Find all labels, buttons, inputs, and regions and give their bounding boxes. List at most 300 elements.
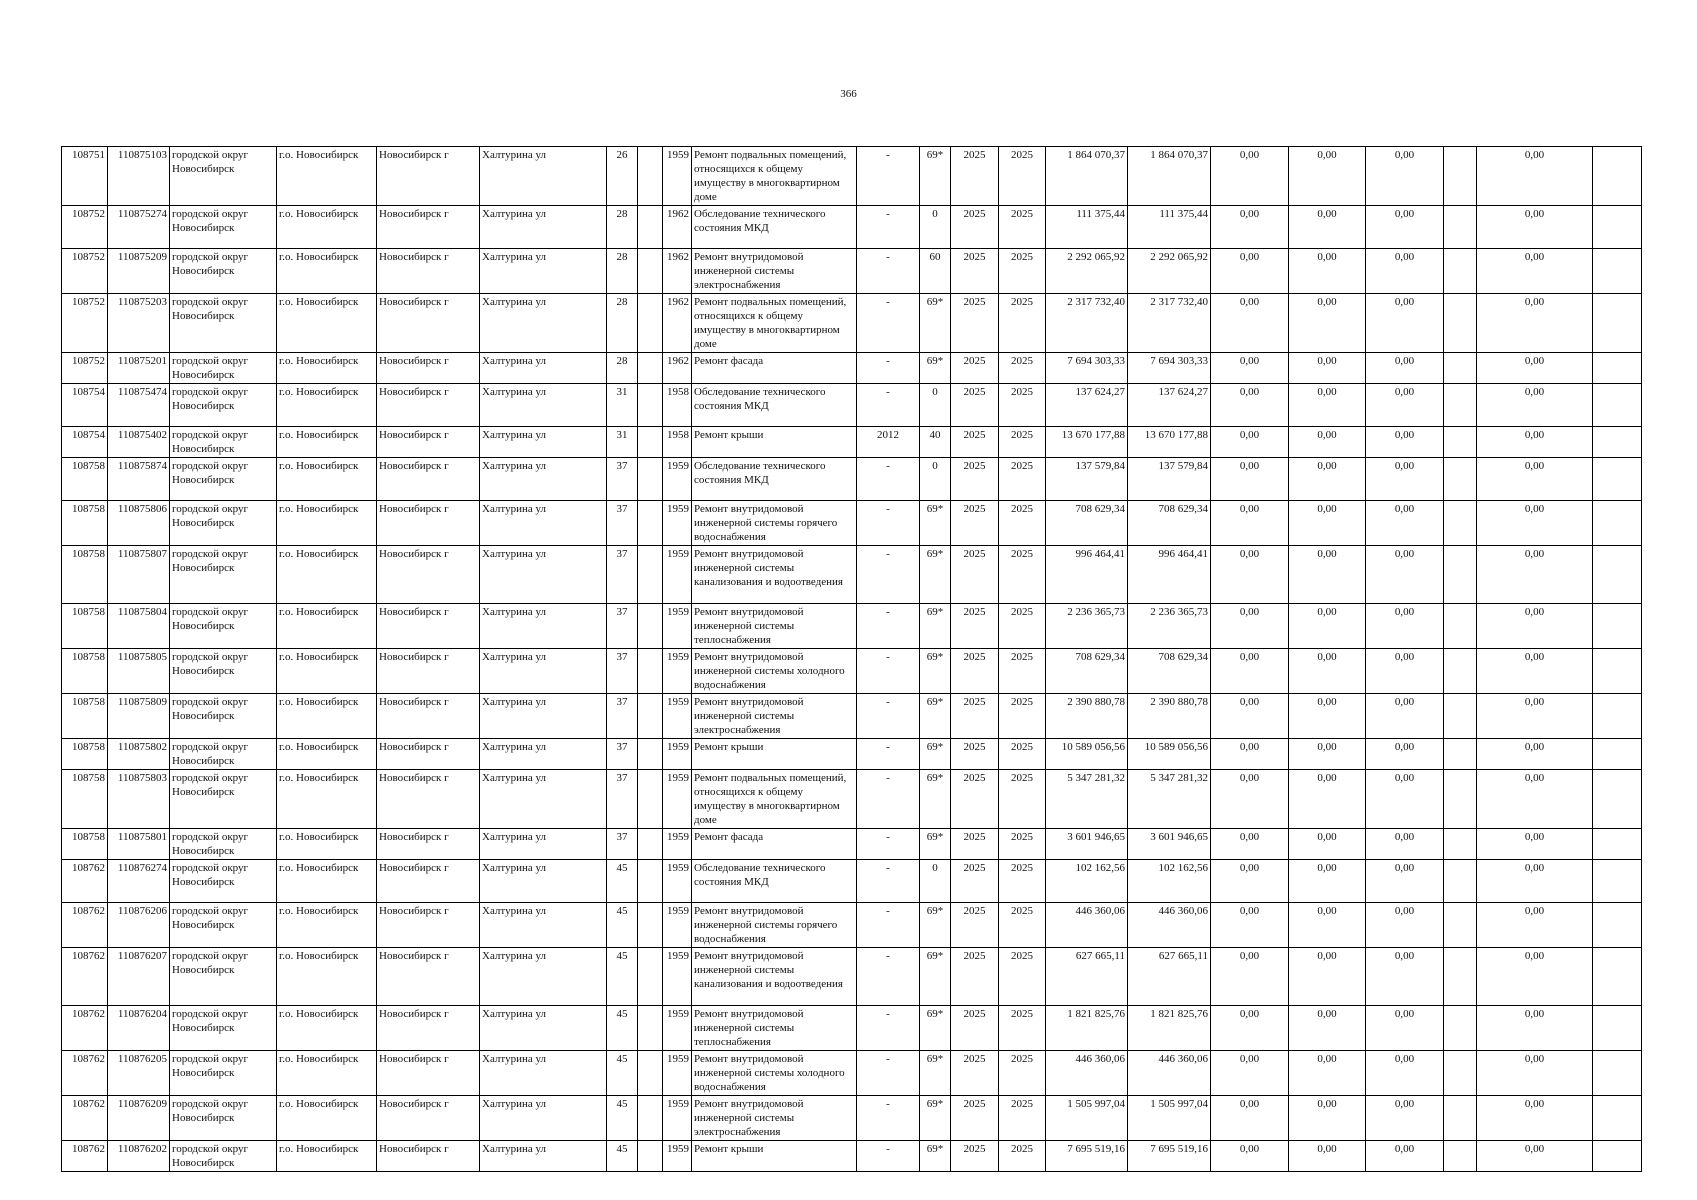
cell-build-year: 1959 (663, 458, 692, 501)
cell-regional-fund: 2 292 065,92 (1128, 249, 1211, 294)
cell-work-type: Обследование технического состояния МКД (692, 458, 857, 501)
cell-work-id: 110876206 (108, 903, 170, 948)
cell-total-cost: 627 665,11 (1046, 948, 1128, 1006)
cell-municipal-district: г.о. Новосибирск (277, 860, 377, 903)
cell-municipality: городской округ Новосибирск (170, 1096, 277, 1141)
cell-building (638, 1006, 663, 1051)
cell-municipality: городской округ Новосибирск (170, 829, 277, 860)
cell-blank-col-2 (1593, 1096, 1642, 1141)
cell-regional-budget: 0,00 (1289, 206, 1366, 249)
cell-municipality: городской округ Новосибирск (170, 294, 277, 353)
cell-street: Халтурина ул (480, 546, 607, 604)
table-row (62, 860, 1642, 903)
cell-row-number: 108762 (62, 1096, 108, 1141)
table-row (62, 294, 1642, 353)
cell-plan-start: 2025 (951, 294, 999, 353)
cell-row-number: 108762 (62, 948, 108, 1006)
cell-blank-col (1444, 649, 1477, 694)
cell-prev-repair-year: - (857, 739, 920, 770)
cell-locality: Новосибирск г (377, 1096, 480, 1141)
cell-house-number: 45 (607, 1141, 638, 1172)
cell-house-number: 28 (607, 206, 638, 249)
cell-house-number: 28 (607, 294, 638, 353)
cell-plan-start: 2025 (951, 501, 999, 546)
cell-prev-repair-year: - (857, 1096, 920, 1141)
cell-locality: Новосибирск г (377, 1141, 480, 1172)
cell-regional-budget: 0,00 (1289, 458, 1366, 501)
cell-plan-end: 2025 (999, 294, 1046, 353)
cell-owners-funds: 0,00 (1477, 1096, 1593, 1141)
cell-plan-start: 2025 (951, 649, 999, 694)
cell-street: Халтурина ул (480, 860, 607, 903)
cell-prev-repair-year: - (857, 249, 920, 294)
cell-house-number: 37 (607, 649, 638, 694)
cell-federal-funds: 0,00 (1211, 294, 1289, 353)
cell-locality: Новосибирск г (377, 829, 480, 860)
cell-blank-col-2 (1593, 739, 1642, 770)
cell-regional-budget: 0,00 (1289, 294, 1366, 353)
cell-blank-col (1444, 294, 1477, 353)
cell-blank-col-2 (1593, 1006, 1642, 1051)
cell-work-id: 110876274 (108, 860, 170, 903)
cell-row-number: 108752 (62, 353, 108, 384)
cell-wear-percent: 60 (920, 249, 951, 294)
cell-street: Халтурина ул (480, 501, 607, 546)
cell-street: Халтурина ул (480, 694, 607, 739)
cell-municipality: городской округ Новосибирск (170, 739, 277, 770)
cell-street: Халтурина ул (480, 384, 607, 427)
cell-owners-funds: 0,00 (1477, 948, 1593, 1006)
cell-wear-percent: 69* (920, 770, 951, 829)
cell-work-type: Ремонт подвальных помещений, относящихся к общему имуществу в многоквартирном доме (692, 294, 857, 353)
cell-regional-fund: 1 505 997,04 (1128, 1096, 1211, 1141)
cell-street: Халтурина ул (480, 353, 607, 384)
cell-municipal-district: г.о. Новосибирск (277, 147, 377, 206)
cell-total-cost: 446 360,06 (1046, 1051, 1128, 1096)
cell-total-cost: 708 629,34 (1046, 649, 1128, 694)
cell-house-number: 45 (607, 1096, 638, 1141)
cell-total-cost: 708 629,34 (1046, 501, 1128, 546)
cell-owners-funds: 0,00 (1477, 1006, 1593, 1051)
cell-local-budget: 0,00 (1366, 294, 1444, 353)
cell-regional-fund: 3 601 946,65 (1128, 829, 1211, 860)
cell-plan-end: 2025 (999, 206, 1046, 249)
cell-regional-fund: 10 589 056,56 (1128, 739, 1211, 770)
cell-municipality: городской округ Новосибирск (170, 860, 277, 903)
cell-work-type: Ремонт внутридомовой инженерной системы теплоснабжения (692, 604, 857, 649)
table-row (62, 604, 1642, 649)
table-row (62, 427, 1642, 458)
cell-row-number: 108758 (62, 546, 108, 604)
cell-plan-start: 2025 (951, 1051, 999, 1096)
cell-house-number: 37 (607, 501, 638, 546)
cell-work-id: 110875809 (108, 694, 170, 739)
cell-wear-percent: 69* (920, 948, 951, 1006)
cell-municipality: городской округ Новосибирск (170, 649, 277, 694)
cell-plan-end: 2025 (999, 384, 1046, 427)
cell-wear-percent: 0 (920, 384, 951, 427)
cell-building (638, 206, 663, 249)
cell-regional-budget: 0,00 (1289, 353, 1366, 384)
cell-plan-end: 2025 (999, 649, 1046, 694)
cell-prev-repair-year: - (857, 1006, 920, 1051)
cell-work-type: Ремонт фасада (692, 353, 857, 384)
cell-local-budget: 0,00 (1366, 427, 1444, 458)
cell-plan-end: 2025 (999, 739, 1046, 770)
cell-total-cost: 2 292 065,92 (1046, 249, 1128, 294)
cell-build-year: 1962 (663, 249, 692, 294)
cell-house-number: 45 (607, 1006, 638, 1051)
cell-wear-percent: 0 (920, 458, 951, 501)
cell-work-id: 110875874 (108, 458, 170, 501)
cell-regional-fund: 102 162,56 (1128, 860, 1211, 903)
cell-total-cost: 3 601 946,65 (1046, 829, 1128, 860)
cell-municipal-district: г.о. Новосибирск (277, 294, 377, 353)
cell-regional-fund: 2 317 732,40 (1128, 294, 1211, 353)
cell-municipal-district: г.о. Новосибирск (277, 1096, 377, 1141)
cell-regional-fund: 7 694 303,33 (1128, 353, 1211, 384)
cell-work-id: 110876207 (108, 948, 170, 1006)
cell-blank-col-2 (1593, 1141, 1642, 1172)
cell-locality: Новосибирск г (377, 206, 480, 249)
cell-regional-fund: 137 579,84 (1128, 458, 1211, 501)
cell-municipal-district: г.о. Новосибирск (277, 694, 377, 739)
cell-blank-col-2 (1593, 427, 1642, 458)
cell-blank-col-2 (1593, 770, 1642, 829)
cell-municipal-district: г.о. Новосибирск (277, 206, 377, 249)
cell-prev-repair-year: - (857, 1141, 920, 1172)
cell-owners-funds: 0,00 (1477, 353, 1593, 384)
cell-work-type: Обследование технического состояния МКД (692, 384, 857, 427)
cell-building (638, 147, 663, 206)
cell-work-id: 110876202 (108, 1141, 170, 1172)
cell-row-number: 108762 (62, 1051, 108, 1096)
cell-total-cost: 111 375,44 (1046, 206, 1128, 249)
table-row (62, 903, 1642, 948)
cell-row-number: 108752 (62, 249, 108, 294)
cell-locality: Новосибирск г (377, 694, 480, 739)
cell-building (638, 427, 663, 458)
cell-local-budget: 0,00 (1366, 948, 1444, 1006)
cell-street: Халтурина ул (480, 458, 607, 501)
cell-locality: Новосибирск г (377, 739, 480, 770)
cell-blank-col-2 (1593, 829, 1642, 860)
cell-federal-funds: 0,00 (1211, 546, 1289, 604)
cell-blank-col-2 (1593, 501, 1642, 546)
cell-prev-repair-year: - (857, 903, 920, 948)
cell-regional-budget: 0,00 (1289, 501, 1366, 546)
table-row (62, 458, 1642, 501)
cell-building (638, 739, 663, 770)
cell-locality: Новосибирск г (377, 294, 480, 353)
cell-regional-budget: 0,00 (1289, 829, 1366, 860)
cell-local-budget: 0,00 (1366, 649, 1444, 694)
cell-municipality: городской округ Новосибирск (170, 770, 277, 829)
cell-work-id: 110875274 (108, 206, 170, 249)
cell-municipality: городской округ Новосибирск (170, 1051, 277, 1096)
cell-blank-col-2 (1593, 903, 1642, 948)
cell-plan-end: 2025 (999, 1096, 1046, 1141)
table-row (62, 147, 1642, 206)
cell-building (638, 770, 663, 829)
cell-municipal-district: г.о. Новосибирск (277, 1006, 377, 1051)
cell-prev-repair-year: - (857, 860, 920, 903)
cell-building (638, 604, 663, 649)
cell-house-number: 31 (607, 427, 638, 458)
table-row (62, 1006, 1642, 1051)
cell-work-type: Ремонт внутридомовой инженерной системы холодного водоснабжения (692, 1051, 857, 1096)
cell-locality: Новосибирск г (377, 770, 480, 829)
cell-owners-funds: 0,00 (1477, 739, 1593, 770)
cell-building (638, 249, 663, 294)
cell-locality: Новосибирск г (377, 860, 480, 903)
cell-regional-budget: 0,00 (1289, 739, 1366, 770)
cell-prev-repair-year: - (857, 458, 920, 501)
cell-local-budget: 0,00 (1366, 770, 1444, 829)
cell-build-year: 1959 (663, 860, 692, 903)
cell-local-budget: 0,00 (1366, 829, 1444, 860)
cell-blank-col (1444, 546, 1477, 604)
cell-prev-repair-year: - (857, 147, 920, 206)
cell-blank-col (1444, 1006, 1477, 1051)
cell-prev-repair-year: - (857, 829, 920, 860)
cell-plan-start: 2025 (951, 694, 999, 739)
cell-plan-start: 2025 (951, 739, 999, 770)
cell-local-budget: 0,00 (1366, 739, 1444, 770)
cell-locality: Новосибирск г (377, 147, 480, 206)
cell-blank-col (1444, 604, 1477, 649)
cell-regional-budget: 0,00 (1289, 384, 1366, 427)
table-row (62, 829, 1642, 860)
cell-federal-funds: 0,00 (1211, 384, 1289, 427)
cell-federal-funds: 0,00 (1211, 604, 1289, 649)
cell-wear-percent: 69* (920, 903, 951, 948)
cell-blank-col-2 (1593, 294, 1642, 353)
cell-local-budget: 0,00 (1366, 501, 1444, 546)
cell-plan-start: 2025 (951, 249, 999, 294)
cell-building (638, 1141, 663, 1172)
cell-blank-col (1444, 249, 1477, 294)
cell-total-cost: 2 236 365,73 (1046, 604, 1128, 649)
cell-row-number: 108762 (62, 860, 108, 903)
cell-building (638, 649, 663, 694)
cell-work-type: Ремонт внутридомовой инженерной системы теплоснабжения (692, 1006, 857, 1051)
cell-street: Халтурина ул (480, 427, 607, 458)
cell-street: Халтурина ул (480, 147, 607, 206)
cell-build-year: 1958 (663, 427, 692, 458)
cell-blank-col (1444, 458, 1477, 501)
cell-federal-funds: 0,00 (1211, 1096, 1289, 1141)
cell-row-number: 108752 (62, 294, 108, 353)
cell-row-number: 108758 (62, 770, 108, 829)
cell-prev-repair-year: - (857, 206, 920, 249)
table-row (62, 1096, 1642, 1141)
cell-plan-end: 2025 (999, 546, 1046, 604)
cell-plan-start: 2025 (951, 1141, 999, 1172)
cell-prev-repair-year: - (857, 353, 920, 384)
cell-build-year: 1959 (663, 1141, 692, 1172)
cell-house-number: 45 (607, 903, 638, 948)
cell-municipal-district: г.о. Новосибирск (277, 739, 377, 770)
cell-building (638, 1096, 663, 1141)
cell-owners-funds: 0,00 (1477, 546, 1593, 604)
cell-blank-col-2 (1593, 649, 1642, 694)
cell-street: Халтурина ул (480, 1051, 607, 1096)
table-row (62, 1141, 1642, 1172)
cell-plan-end: 2025 (999, 249, 1046, 294)
cell-blank-col (1444, 694, 1477, 739)
cell-wear-percent: 69* (920, 1096, 951, 1141)
cell-local-budget: 0,00 (1366, 1141, 1444, 1172)
cell-owners-funds: 0,00 (1477, 294, 1593, 353)
cell-blank-col-2 (1593, 604, 1642, 649)
cell-municipal-district: г.о. Новосибирск (277, 249, 377, 294)
cell-wear-percent: 69* (920, 604, 951, 649)
cell-municipality: городской округ Новосибирск (170, 384, 277, 427)
cell-municipal-district: г.о. Новосибирск (277, 829, 377, 860)
cell-wear-percent: 69* (920, 546, 951, 604)
cell-regional-budget: 0,00 (1289, 903, 1366, 948)
cell-total-cost: 137 624,27 (1046, 384, 1128, 427)
cell-locality: Новосибирск г (377, 604, 480, 649)
cell-locality: Новосибирск г (377, 249, 480, 294)
cell-build-year: 1959 (663, 739, 692, 770)
cell-plan-end: 2025 (999, 903, 1046, 948)
cell-building (638, 501, 663, 546)
table-row (62, 948, 1642, 1006)
cell-owners-funds: 0,00 (1477, 829, 1593, 860)
cell-street: Халтурина ул (480, 770, 607, 829)
cell-regional-fund: 7 695 519,16 (1128, 1141, 1211, 1172)
cell-work-type: Ремонт внутридомовой инженерной системы холодного водоснабжения (692, 649, 857, 694)
cell-regional-fund: 1 821 825,76 (1128, 1006, 1211, 1051)
cell-row-number: 108758 (62, 694, 108, 739)
cell-regional-fund: 13 670 177,88 (1128, 427, 1211, 458)
cell-local-budget: 0,00 (1366, 604, 1444, 649)
cell-row-number: 108758 (62, 604, 108, 649)
cell-build-year: 1959 (663, 604, 692, 649)
cell-locality: Новосибирск г (377, 649, 480, 694)
cell-regional-fund: 446 360,06 (1128, 1051, 1211, 1096)
cell-blank-col (1444, 427, 1477, 458)
cell-federal-funds: 0,00 (1211, 694, 1289, 739)
cell-wear-percent: 69* (920, 501, 951, 546)
table-row (62, 501, 1642, 546)
cell-locality: Новосибирск г (377, 903, 480, 948)
cell-federal-funds: 0,00 (1211, 770, 1289, 829)
cell-street: Халтурина ул (480, 1096, 607, 1141)
cell-work-type: Ремонт внутридомовой инженерной системы электроснабжения (692, 1096, 857, 1141)
cell-work-type: Ремонт внутридомовой инженерной системы горячего водоснабжения (692, 501, 857, 546)
cell-wear-percent: 69* (920, 1006, 951, 1051)
cell-build-year: 1959 (663, 770, 692, 829)
cell-federal-funds: 0,00 (1211, 501, 1289, 546)
cell-blank-col-2 (1593, 353, 1642, 384)
cell-prev-repair-year: - (857, 649, 920, 694)
cell-row-number: 108751 (62, 147, 108, 206)
cell-municipality: городской округ Новосибирск (170, 546, 277, 604)
cell-local-budget: 0,00 (1366, 860, 1444, 903)
cell-blank-col (1444, 501, 1477, 546)
cell-prev-repair-year: - (857, 546, 920, 604)
cell-house-number: 37 (607, 770, 638, 829)
cell-regional-fund: 5 347 281,32 (1128, 770, 1211, 829)
cell-street: Халтурина ул (480, 829, 607, 860)
cell-work-id: 110875804 (108, 604, 170, 649)
cell-blank-col (1444, 353, 1477, 384)
cell-wear-percent: 40 (920, 427, 951, 458)
cell-work-id: 110875805 (108, 649, 170, 694)
cell-regional-budget: 0,00 (1289, 1051, 1366, 1096)
cell-regional-budget: 0,00 (1289, 249, 1366, 294)
cell-plan-end: 2025 (999, 1141, 1046, 1172)
cell-local-budget: 0,00 (1366, 1006, 1444, 1051)
cell-regional-budget: 0,00 (1289, 770, 1366, 829)
cell-building (638, 694, 663, 739)
cell-work-id: 110876204 (108, 1006, 170, 1051)
cell-plan-end: 2025 (999, 1051, 1046, 1096)
cell-local-budget: 0,00 (1366, 546, 1444, 604)
cell-local-budget: 0,00 (1366, 903, 1444, 948)
cell-plan-start: 2025 (951, 206, 999, 249)
cell-build-year: 1962 (663, 294, 692, 353)
cell-total-cost: 2 390 880,78 (1046, 694, 1128, 739)
cell-row-number: 108762 (62, 903, 108, 948)
cell-locality: Новосибирск г (377, 384, 480, 427)
cell-federal-funds: 0,00 (1211, 206, 1289, 249)
cell-blank-col-2 (1593, 948, 1642, 1006)
cell-wear-percent: 0 (920, 206, 951, 249)
cell-local-budget: 0,00 (1366, 249, 1444, 294)
cell-owners-funds: 0,00 (1477, 147, 1593, 206)
cell-work-id: 110875802 (108, 739, 170, 770)
cell-blank-col-2 (1593, 546, 1642, 604)
cell-row-number: 108762 (62, 1141, 108, 1172)
cell-municipal-district: г.о. Новосибирск (277, 649, 377, 694)
cell-owners-funds: 0,00 (1477, 649, 1593, 694)
cell-municipality: городской округ Новосибирск (170, 1141, 277, 1172)
cell-municipality: городской округ Новосибирск (170, 427, 277, 458)
cell-blank-col (1444, 1051, 1477, 1096)
cell-municipal-district: г.о. Новосибирск (277, 501, 377, 546)
cell-row-number: 108758 (62, 739, 108, 770)
cell-wear-percent: 69* (920, 739, 951, 770)
cell-local-budget: 0,00 (1366, 1051, 1444, 1096)
cell-locality: Новосибирск г (377, 427, 480, 458)
cell-federal-funds: 0,00 (1211, 427, 1289, 458)
cell-plan-start: 2025 (951, 458, 999, 501)
cell-plan-start: 2025 (951, 1006, 999, 1051)
cell-plan-end: 2025 (999, 1006, 1046, 1051)
cell-row-number: 108758 (62, 458, 108, 501)
cell-work-id: 110875402 (108, 427, 170, 458)
cell-local-budget: 0,00 (1366, 694, 1444, 739)
cell-federal-funds: 0,00 (1211, 649, 1289, 694)
cell-plan-end: 2025 (999, 829, 1046, 860)
cell-work-id: 110875801 (108, 829, 170, 860)
cell-plan-start: 2025 (951, 829, 999, 860)
cell-work-id: 110875806 (108, 501, 170, 546)
cell-building (638, 458, 663, 501)
cell-total-cost: 996 464,41 (1046, 546, 1128, 604)
cell-owners-funds: 0,00 (1477, 1141, 1593, 1172)
cell-blank-col-2 (1593, 384, 1642, 427)
cell-blank-col-2 (1593, 860, 1642, 903)
cell-work-id: 110875203 (108, 294, 170, 353)
cell-house-number: 45 (607, 860, 638, 903)
cell-house-number: 45 (607, 1051, 638, 1096)
cell-federal-funds: 0,00 (1211, 249, 1289, 294)
